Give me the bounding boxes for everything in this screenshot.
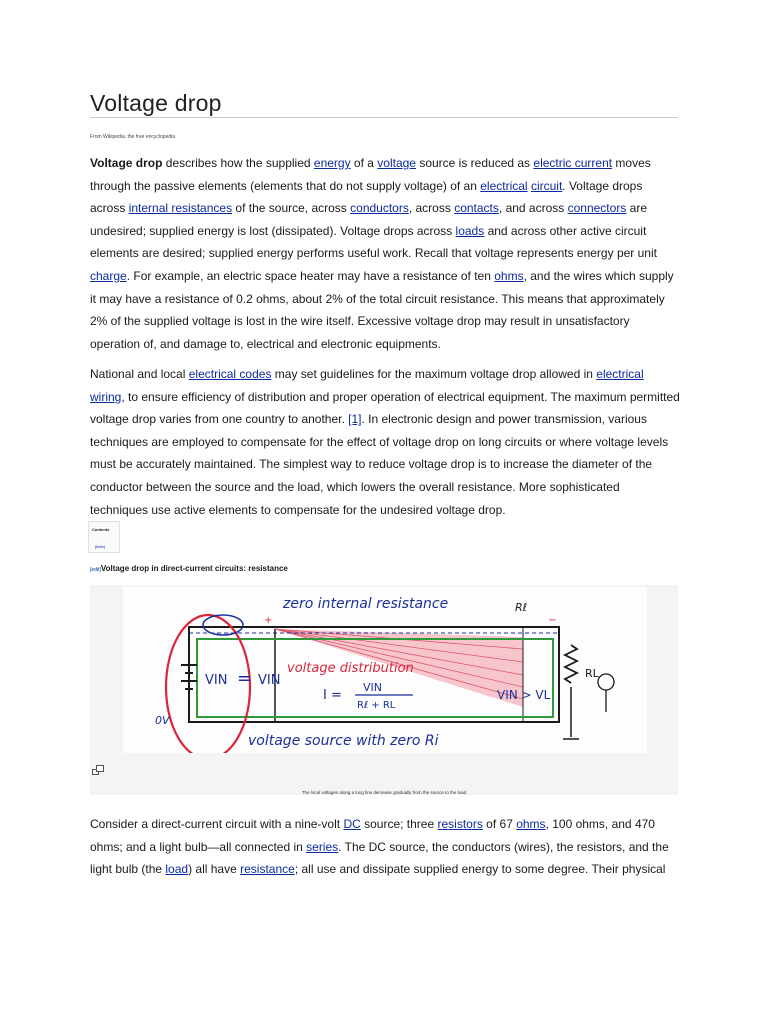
- circuit-sketch: [123, 587, 647, 753]
- paragraph-text: describes how the supplied: [162, 156, 314, 170]
- label-minus: −: [548, 615, 557, 626]
- paragraph-text: . Voltage drops across: [90, 178, 643, 216]
- wiki-link[interactable]: series: [306, 839, 339, 854]
- wiki-link[interactable]: electrical: [480, 178, 528, 193]
- paragraph-text: . The DC source, the conductors (wires), the resistors, and the light bulb (the: [90, 839, 669, 877]
- wiki-link[interactable]: contacts: [454, 201, 499, 216]
- paragraph-text: , across: [408, 201, 455, 216]
- toc-hide-link[interactable]: [hide]: [95, 544, 105, 549]
- wiki-link[interactable]: voltage: [377, 156, 416, 170]
- label-plus: +: [264, 615, 273, 626]
- wiki-link[interactable]: connectors: [567, 201, 627, 216]
- intro-paragraph: [90, 152, 680, 355]
- section-heading: [90, 564, 288, 573]
- paragraph-text: source; three: [360, 817, 438, 831]
- wiki-link[interactable]: load: [165, 862, 189, 877]
- wiki-link[interactable]: [1]: [348, 412, 362, 427]
- wiki-link[interactable]: electrical wiring: [90, 367, 644, 404]
- wiki-link[interactable]: internal resistances: [128, 201, 233, 216]
- wiki-link[interactable]: circuit: [530, 178, 563, 193]
- paragraph-text: . For example, an electric space heater may have a resistance of ten: [126, 268, 495, 283]
- paragraph-text: are undesired; supplied energy is lost (dissipated). Voltage drops across: [90, 201, 647, 238]
- paragraph-text: . In electronic design and power transmission, various techniques are employed to compensate for the effect of voltage drop on long circuits or where voltage levels must be accurately maintained. The simplest way to reduce voltage drop is to increase the diameter of the conductor between the source and the load, which lowers the overall resistance. More sophisticated techniques use active elements to compensate for the undesired voltage drop.: [90, 412, 669, 517]
- label-zero-volts: 0V: [155, 714, 170, 727]
- paragraph-text: of a: [350, 156, 378, 170]
- wiki-link[interactable]: loads: [455, 223, 485, 238]
- wiki-link[interactable]: charge: [90, 268, 127, 283]
- wiki-link[interactable]: ohms: [494, 268, 524, 283]
- paragraph-text: of 67: [482, 817, 517, 831]
- label-zero-internal: zero internal resistance: [283, 596, 449, 612]
- page-title: Voltage drop: [90, 90, 222, 116]
- wiki-link[interactable]: resistance: [240, 862, 295, 877]
- figure-caption: The local voltages along a long line decrease gradually from the source to the load: [301, 790, 467, 795]
- wiki-link[interactable]: electric current: [533, 156, 613, 170]
- paragraph-text: , and the wires which supply it may have a resistance of 0.2 ohms, about 2% of the total circuit resistance. This means that approximately 2% of the supplied voltage is lost in the wire itself. Excessive voltage drop may result in unsatisfactory operation of, and damage to, electrical and electronic equipments.: [90, 268, 674, 351]
- title-divider: [90, 117, 678, 118]
- label-vin-gt-vl: VIN > VL: [497, 688, 551, 702]
- paragraph-text: , to ensure efficiency of distribution and proper operation of electrical equipment. The maximum permitted voltage drop varies from one country to another.: [90, 389, 680, 427]
- paragraph-text: ) all have: [188, 862, 241, 877]
- paragraph-text: may set guidelines for the maximum voltage drop allowed in: [271, 367, 597, 381]
- load-resistor: [565, 645, 577, 683]
- label-wire-resistance: Rℓ: [515, 601, 528, 614]
- label-formula-i: I =: [323, 688, 342, 703]
- dc-example-paragraph: [90, 813, 680, 881]
- label-voltage-distribution: voltage distribution: [287, 661, 414, 676]
- wiki-link[interactable]: resistors: [437, 817, 483, 831]
- wiki-link[interactable]: DC: [343, 817, 361, 831]
- toc-title: Contents: [92, 527, 110, 532]
- enlarge-icon[interactable]: [92, 765, 104, 775]
- site-subtitle: From Wikipedia, the free encyclopedia: [90, 134, 176, 140]
- wiki-link[interactable]: energy: [313, 156, 351, 170]
- label-load-resistance: RL: [585, 667, 599, 680]
- wiki-link[interactable]: ohms: [516, 817, 546, 831]
- paragraph-text: National and local: [90, 367, 189, 381]
- table-of-contents: [88, 521, 120, 553]
- wiki-link[interactable]: electrical codes: [188, 367, 272, 381]
- section-edit-link[interactable]: [edit]: [90, 567, 101, 573]
- paragraph-text: moves through the passive elements (elements that do not supply voltage) of an: [90, 156, 651, 193]
- label-vin-left: VIN: [205, 673, 228, 688]
- paragraph-text: , 100 ohms, and 470 ohms; and a light bulb—all connected in: [90, 817, 655, 854]
- circuit-figure[interactable]: [123, 587, 647, 753]
- wiki-link[interactable]: conductors: [350, 201, 409, 216]
- paragraph-text: and across other active circuit elements are desired; supplied energy performs useful work. Recall that voltage represents energy per unit: [90, 223, 657, 261]
- paragraph-text: source is reduced as: [415, 156, 534, 170]
- paragraph-text: Consider a direct-current circuit with a nine-volt: [90, 817, 344, 831]
- internal-resistance-oval: [203, 615, 243, 635]
- section-title: Voltage drop in direct-current circuits: resistance: [100, 564, 288, 573]
- paragraph-text: of the source, across: [232, 201, 351, 216]
- label-equals: =: [237, 668, 253, 689]
- paragraph-text: , and across: [498, 201, 568, 216]
- codes-paragraph: [90, 363, 680, 521]
- label-formula-num: VIN: [363, 681, 382, 694]
- paragraph-text: ; all use and dissipate supplied energy to some degree. Their physical: [294, 862, 666, 877]
- person-sketch-icon: [598, 674, 614, 690]
- label-source-zero-ri: voltage source with zero Ri: [248, 733, 439, 749]
- intro-term: Voltage drop: [90, 156, 163, 170]
- label-vin-mid: VIN: [258, 673, 281, 688]
- label-formula-den: Rℓ + RL: [357, 700, 396, 711]
